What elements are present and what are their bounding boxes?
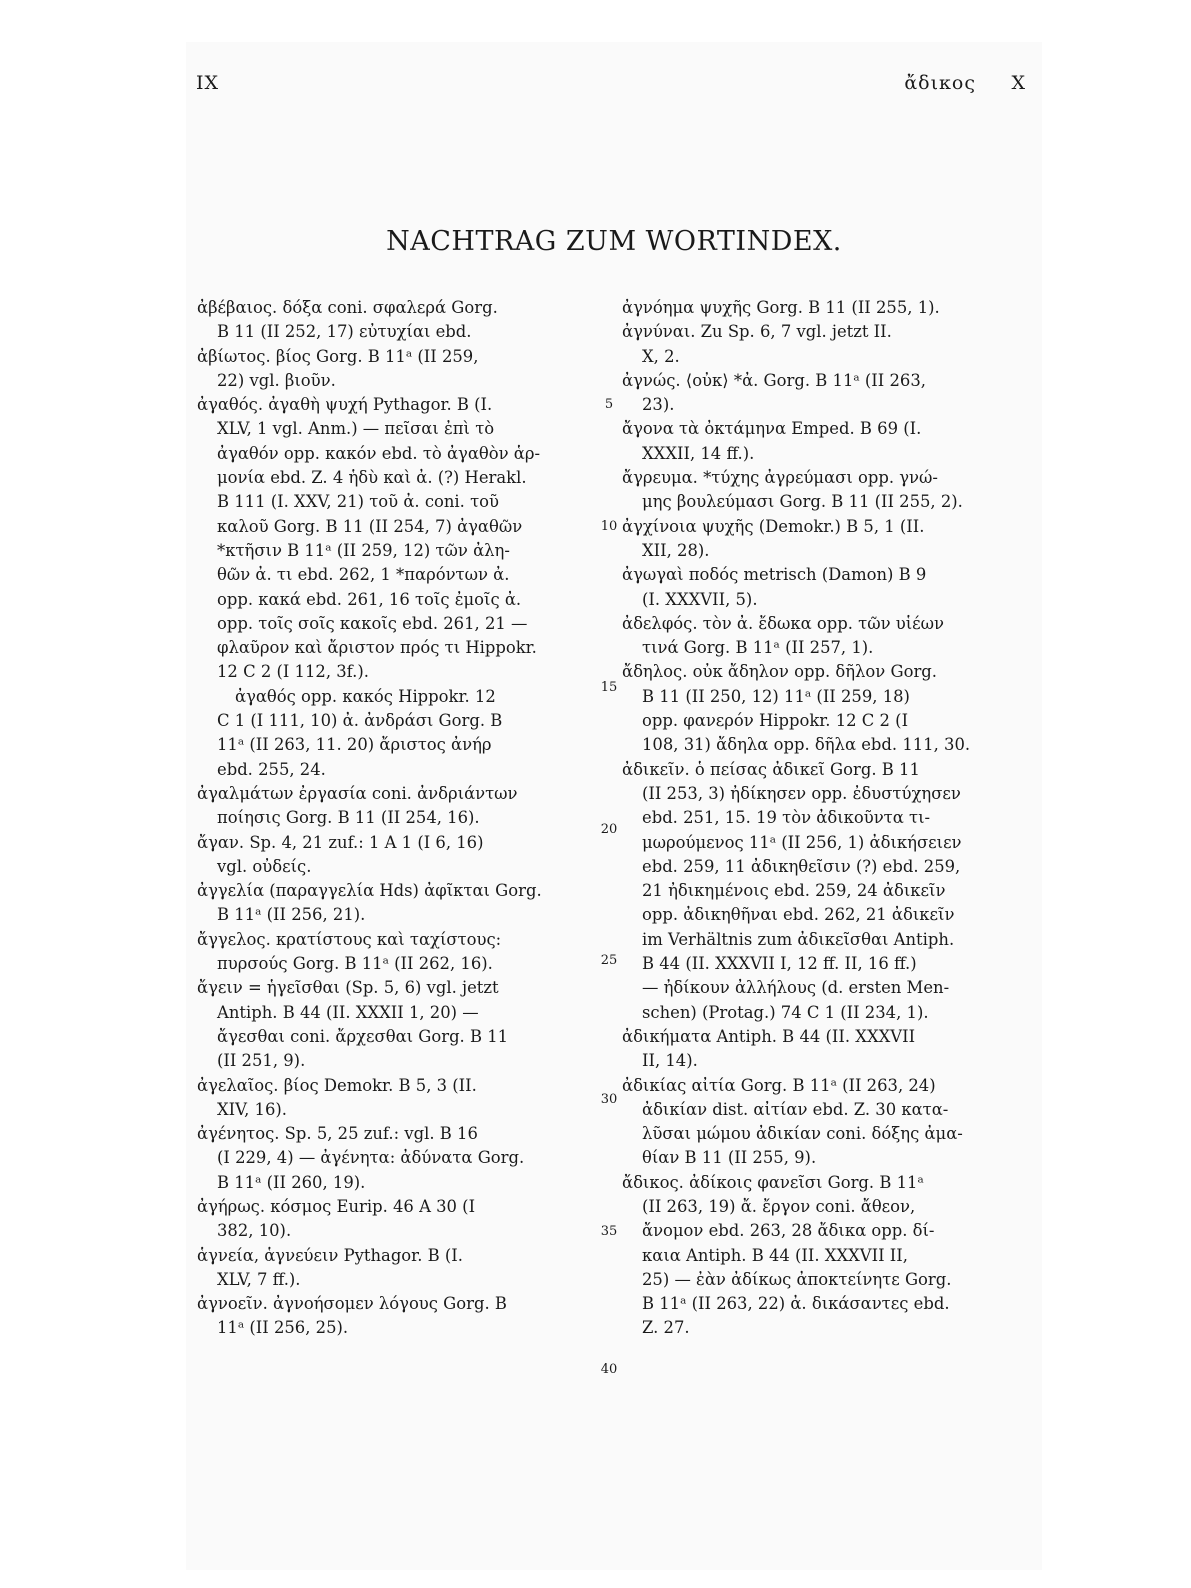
text-line: X, 2. bbox=[642, 346, 680, 366]
text-line: B 11 (II 252, 17) εὐτυχίαι ebd. bbox=[217, 322, 472, 342]
text-line: (II 251, 9). bbox=[217, 1051, 306, 1071]
text-line: (I. XXXVII, 5). bbox=[642, 589, 758, 609]
text-line: opp. ἀδικηθῆναι ebd. 262, 21 ἀδικεῖν bbox=[642, 905, 955, 925]
text-line: vgl. οὐδείς. bbox=[217, 856, 312, 876]
text-line: — ἠδίκουν ἀλλήλους (d. ersten Men- bbox=[642, 978, 950, 998]
text-line: (II 253, 3) ἠδίκησεν opp. ἐδυστύχησεν bbox=[642, 783, 961, 803]
text-line: μωρούμενος 11ᵃ (II 256, 1) ἀδικήσειεν bbox=[642, 832, 962, 852]
header-catchword: ἄδικος bbox=[904, 72, 976, 94]
text-line: ἄδικος. ἀδίκοις φανεῖσι Gorg. B 11ᵃ bbox=[622, 1172, 924, 1192]
text-line: (II 263, 19) ἄ. ἔργον coni. ἄθεον, bbox=[642, 1196, 916, 1216]
text-line: ἀγνύναι. Zu Sp. 6, 7 vgl. jetzt II. bbox=[622, 322, 892, 342]
text-line: B 44 (II. XXXVII I, 12 ff. II, 16 ff.) bbox=[642, 954, 917, 974]
text-line: B 11ᵃ (II 256, 21). bbox=[217, 905, 366, 925]
line-number: 5 bbox=[604, 397, 614, 412]
text-line: opp. φανερόν Hippokr. 12 C 2 (I bbox=[642, 711, 909, 731]
text-line: 25) — ἐὰν ἀδίκως ἀποκτείνητε Gorg. bbox=[642, 1269, 952, 1289]
text-line: C 1 (I 111, 10) ἀ. ἀνδράσι Gorg. B bbox=[217, 711, 503, 731]
text-line: ἀγαθόν opp. κακόν ebd. τὸ ἀγαθὸν ἁρ- bbox=[217, 443, 541, 463]
text-line: θίαν B 11 (II 255, 9). bbox=[642, 1148, 817, 1168]
text-line: ἀδικήματα Antiph. B 44 (II. XXXVII bbox=[622, 1026, 916, 1046]
text-line: ἀγωγαὶ ποδός metrisch (Damon) B 9 bbox=[622, 565, 927, 585]
text-line: φλαῦρον καὶ ἄριστον πρός τι Hippokr. bbox=[217, 638, 537, 658]
text-line: im Verhältnis zum ἀδικεῖσθαι Antiph. bbox=[642, 929, 955, 949]
text-line: τινά Gorg. B 11ᵃ (II 257, 1). bbox=[642, 638, 874, 658]
text-line: ποίησις Gorg. B 11 (II 254, 16). bbox=[217, 808, 480, 828]
text-line: schen) (Protag.) 74 C 1 (II 234, 1). bbox=[642, 1002, 929, 1022]
line-number: 10 bbox=[600, 519, 618, 534]
text-line: II, 14). bbox=[642, 1051, 698, 1071]
text-line: Z. 27. bbox=[642, 1318, 690, 1338]
text-line: XXXII, 14 ff.). bbox=[642, 443, 755, 463]
line-number: 20 bbox=[600, 822, 618, 837]
text-line: (I 229, 4) — ἀγένητα: ἀδύνατα Gorg. bbox=[217, 1148, 525, 1168]
text-line: ἀγχίνοια ψυχῆς (Demokr.) B 5, 1 (II. bbox=[622, 516, 925, 536]
text-line: μονία ebd. Z. 4 ἡδὺ καὶ ἀ. (?) Herakl. bbox=[217, 468, 527, 488]
left-column bbox=[197, 296, 595, 1341]
line-number: 35 bbox=[600, 1224, 618, 1239]
text-line: ἄνομον ebd. 263, 28 ἄδικα opp. δί- bbox=[642, 1221, 935, 1241]
text-line: XII, 28). bbox=[642, 540, 710, 560]
text-line: ἀδελφός. τὸν ἀ. ἔδωκα opp. τῶν υἱέων bbox=[622, 613, 945, 633]
text-line: ἄγγελος. κρατίστους καὶ ταχίστους: bbox=[197, 929, 502, 949]
text-line: ἀγελαῖος. βίος Demokr. B 5, 3 (II. bbox=[197, 1075, 477, 1095]
text-line: ἄγονα τὰ ὀκτάμηνα Emped. B 69 (I. bbox=[622, 419, 922, 439]
text-line: 23). bbox=[642, 395, 675, 415]
page-title: NACHTRAG ZUM WORTINDEX. bbox=[386, 226, 842, 257]
text-line: ebd. 259, 11 ἀδικηθεῖσιν (?) ebd. 259, bbox=[642, 856, 961, 876]
text-line: 22) vgl. βιοῦν. bbox=[217, 370, 336, 390]
right-column bbox=[622, 296, 1020, 1341]
text-line: ἀγνοεῖν. ἀγνοήσομεν λόγους Gorg. B bbox=[197, 1294, 507, 1314]
text-line: ἀγνόημα ψυχῆς Gorg. B 11 (II 255, 1). bbox=[622, 298, 940, 317]
text-line: ἀδικίαν dist. αἰτίαν ebd. Z. 30 κατα- bbox=[642, 1099, 949, 1119]
line-number: 25 bbox=[600, 953, 618, 968]
text-line: ἀβίωτος. βίος Gorg. B 11ᵃ (II 259, bbox=[197, 346, 479, 366]
text-line: ἄγειν = ἡγεῖσθαι (Sp. 5, 6) vgl. jetzt bbox=[197, 978, 499, 998]
text-line: XLV, 7 ff.). bbox=[217, 1269, 301, 1289]
text-line: ebd. 255, 24. bbox=[217, 759, 326, 779]
text-line: ἀγαθός. ἀγαθὴ ψυχή Pythagor. B (I. bbox=[197, 395, 493, 415]
text-line: opp. τοῖς σοῖς κακοῖς ebd. 261, 21 — bbox=[217, 613, 528, 633]
line-number: 40 bbox=[600, 1362, 618, 1377]
text-line: 12 C 2 (I 112, 3f.). bbox=[217, 662, 369, 682]
text-line: ἀγαλμάτων ἐργασία coni. ἀνδριάντων bbox=[197, 783, 518, 803]
text-line: ebd. 251, 15. 19 τὸν ἀδικοῦντα τι- bbox=[642, 808, 931, 828]
text-line: 11ᵃ (II 263, 11. 20) ἄριστος ἀνήρ bbox=[217, 735, 492, 755]
text-line: μης βουλεύμασι Gorg. B 11 (II 255, 2). bbox=[642, 492, 963, 512]
text-line: ἄδηλος. οὐκ ἄδηλον opp. δῆλον Gorg. bbox=[622, 662, 937, 682]
page-number-right: X bbox=[1011, 72, 1026, 94]
text-line: ἄγρευμα. *τύχης ἀγρεύμασι opp. γνώ- bbox=[622, 468, 938, 488]
line-number: 30 bbox=[600, 1092, 618, 1107]
text-line: ἁγνεία, ἁγνεύειν Pythagor. B (I. bbox=[197, 1245, 463, 1265]
running-header bbox=[196, 72, 1026, 102]
text-line: καια Antiph. B 44 (II. XXXVII II, bbox=[642, 1245, 908, 1265]
text-line: *κτῆσιν B 11ᵃ (II 259, 12) τῶν ἀλη- bbox=[217, 540, 510, 560]
text-line: B 11 (II 250, 12) 11ᵃ (II 259, 18) bbox=[642, 686, 910, 706]
text-line: ἀγνώς. ⟨οὐκ⟩ *ἀ. Gorg. B 11ᵃ (II 263, bbox=[622, 370, 926, 390]
text-line: ἀδικεῖν. ὁ πείσας ἀδικεῖ Gorg. B 11 bbox=[622, 759, 920, 779]
text-line: ἀγήρως. κόσμος Eurip. 46 A 30 (I bbox=[197, 1196, 476, 1216]
text-line: ἀδικίας αἰτία Gorg. B 11ᵃ (II 263, 24) bbox=[622, 1075, 936, 1095]
text-line: ἀγγελία (παραγγελία Hds) ἀφῖκται Gorg. bbox=[197, 881, 542, 901]
text-line: B 11ᵃ (II 260, 19). bbox=[217, 1172, 366, 1192]
text-line: ἄγεσθαι coni. ἄρχεσθαι Gorg. B 11 bbox=[217, 1026, 509, 1046]
text-line: 21 ἠδικημένοις ebd. 259, 24 ἀδικεῖν bbox=[642, 881, 946, 901]
text-line: ἀγένητος. Sp. 5, 25 zuf.: vgl. B 16 bbox=[197, 1124, 478, 1144]
text-line: B 111 (I. XXV, 21) τοῦ ἀ. coni. τοῦ bbox=[217, 492, 499, 512]
text-line: λῦσαι μώμου ἀδικίαν coni. δόξης ἀμα- bbox=[642, 1124, 963, 1144]
text-line: πυρσούς Gorg. B 11ᵃ (II 262, 16). bbox=[217, 954, 493, 974]
text-line: 11ᵃ (II 256, 25). bbox=[217, 1318, 349, 1338]
text-line: θῶν ἀ. τι ebd. 262, 1 *παρόντων ἀ. bbox=[217, 565, 510, 585]
text-line: B 11ᵃ (II 263, 22) ἀ. δικάσαντες ebd. bbox=[642, 1294, 950, 1314]
page-number-left: IX bbox=[196, 72, 220, 94]
text-line: XLV, 1 vgl. Anm.) — πεῖσαι ἐπὶ τὸ bbox=[217, 419, 495, 439]
text-line: 382, 10). bbox=[217, 1221, 292, 1241]
text-line: Antiph. B 44 (II. XXXII 1, 20) — bbox=[217, 1002, 479, 1022]
text-line: 108, 31) ἄδηλα opp. δῆλα ebd. 111, 30. bbox=[642, 735, 971, 755]
text-line: ἀγαθός opp. κακός Hippokr. 12 bbox=[235, 686, 496, 706]
text-line: ἄγαν. Sp. 4, 21 zuf.: 1 A 1 (I 6, 16) bbox=[197, 832, 484, 852]
text-line: καλοῦ Gorg. B 11 (II 254, 7) ἀγαθῶν bbox=[217, 516, 523, 536]
text-line: XIV, 16). bbox=[217, 1099, 287, 1119]
line-number: 15 bbox=[600, 680, 618, 695]
text-line: opp. κακά ebd. 261, 16 τοῖς ἐμοῖς ἀ. bbox=[217, 589, 522, 609]
text-line: ἀβέβαιος. δόξα coni. σφαλερά Gorg. bbox=[197, 298, 498, 317]
